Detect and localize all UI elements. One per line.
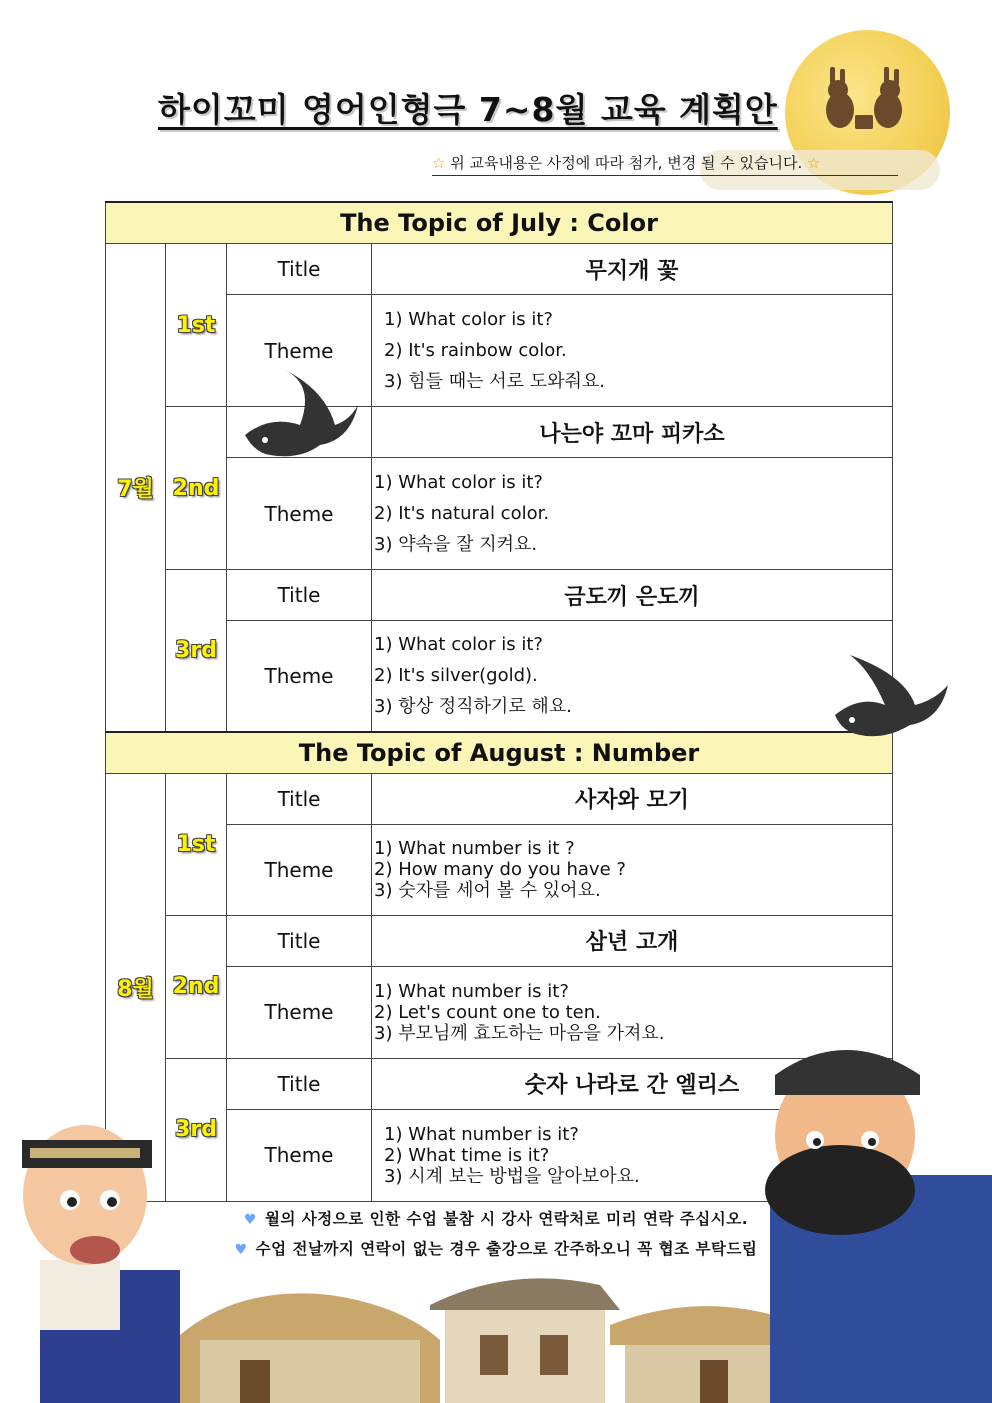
- theme-line: 1) What number is it?: [384, 1123, 579, 1145]
- star-icon: ☆: [432, 154, 446, 172]
- heart-icon: ♥: [234, 1242, 248, 1258]
- lesson-theme: [372, 295, 893, 407]
- theme-line: 3) 숫자를 세어 볼 수 있어요.: [374, 880, 601, 901]
- theme-line: 2) It's natural color.: [374, 503, 550, 524]
- week-label: 1st: [166, 773, 227, 915]
- month-july: 7월: [106, 244, 166, 732]
- theme-line: 2) Let's count one to ten.: [374, 1001, 601, 1023]
- title-label: Title: [227, 1058, 372, 1109]
- title-label: Title: [227, 244, 372, 295]
- theme-line: 3) 약속을 잘 지켜요.: [374, 534, 538, 555]
- lesson-title: 무지개 꽃: [372, 244, 893, 295]
- week-label: 2nd: [166, 915, 227, 1058]
- title-label: Title: [227, 773, 372, 824]
- heart-icon: ♥: [243, 1212, 257, 1228]
- week-label: 3rd: [166, 570, 227, 732]
- star-icon: ☆: [807, 154, 821, 172]
- swallow-icon: [240, 365, 360, 465]
- lesson-title: 사자와 모기: [372, 773, 893, 824]
- theme-line: 3) 부모님께 효도하는 마음을 가져요.: [374, 1022, 665, 1044]
- lesson-theme: [372, 458, 893, 570]
- lesson-theme: [372, 824, 893, 915]
- lesson-title: 숫자 나라로 간 엘리스: [372, 1058, 893, 1109]
- theme-line: 2) What time is it?: [384, 1144, 550, 1166]
- lesson-title: 나는야 꼬마 피카소: [372, 407, 893, 458]
- footer-line-1: 월의 사정으로 인한 수업 불참 시 강사 연락처로 미리 연락 주십시오.: [264, 1210, 749, 1228]
- topic-august: The Topic of August : Number: [106, 732, 893, 774]
- page-title: 하이꼬미 영어인형극 7~8월 교육 계획안: [158, 90, 778, 129]
- theme-line: 2) How many do you have ?: [374, 859, 626, 880]
- footer-line-2: 수업 전날까지 연락이 없는 경우 출강으로 간주하오니 꼭 협조 부탁드립: [255, 1240, 758, 1258]
- theme-line: 1) What color is it?: [374, 472, 543, 493]
- title-label: Title: [227, 915, 372, 966]
- theme-line: 2) It's silver(gold).: [374, 665, 538, 687]
- lesson-theme: [372, 621, 893, 732]
- title-label: Title: [227, 570, 372, 621]
- theme-label: Theme: [227, 458, 372, 570]
- theme-label: Theme: [227, 966, 372, 1058]
- footer-notice-1: [0, 1207, 992, 1229]
- footer-notice-2: [0, 1237, 992, 1259]
- theme-line: 3) 시계 보는 방법을 알아보아요.: [384, 1165, 640, 1187]
- theme-line: 1) What color is it?: [374, 634, 543, 656]
- theme-label: Theme: [227, 824, 372, 915]
- note-text: 위 교육내용은 사정에 따라 첨가, 변경 될 수 있습니다.: [450, 154, 803, 172]
- theme-line: 3) 힘들 때는 서로 도와줘요.: [384, 371, 605, 392]
- swallow-icon: [830, 650, 950, 740]
- week-label: 1st: [166, 244, 227, 407]
- theme-line: 1) What color is it?: [384, 309, 553, 330]
- theme-line: 3) 항상 정직하기로 해요.: [374, 696, 572, 718]
- topic-july: The Topic of July : Color: [106, 202, 893, 244]
- notice-note: [432, 152, 898, 176]
- village-illustration: [180, 1265, 820, 1403]
- week-label: 3rd: [166, 1058, 227, 1201]
- week-label: 2nd: [166, 407, 227, 570]
- theme-line: 2) It's rainbow color.: [384, 340, 567, 361]
- lesson-title: 삼년 고개: [372, 915, 893, 966]
- theme-label: Theme: [227, 621, 372, 732]
- theme-label: Theme: [227, 1109, 372, 1201]
- theme-line: 1) What number is it ?: [374, 838, 575, 859]
- month-august: 8월: [106, 773, 166, 1201]
- lesson-title: 금도끼 은도끼: [372, 570, 893, 621]
- theme-label: Theme: [227, 295, 372, 407]
- theme-line: 1) What number is it?: [374, 980, 569, 1002]
